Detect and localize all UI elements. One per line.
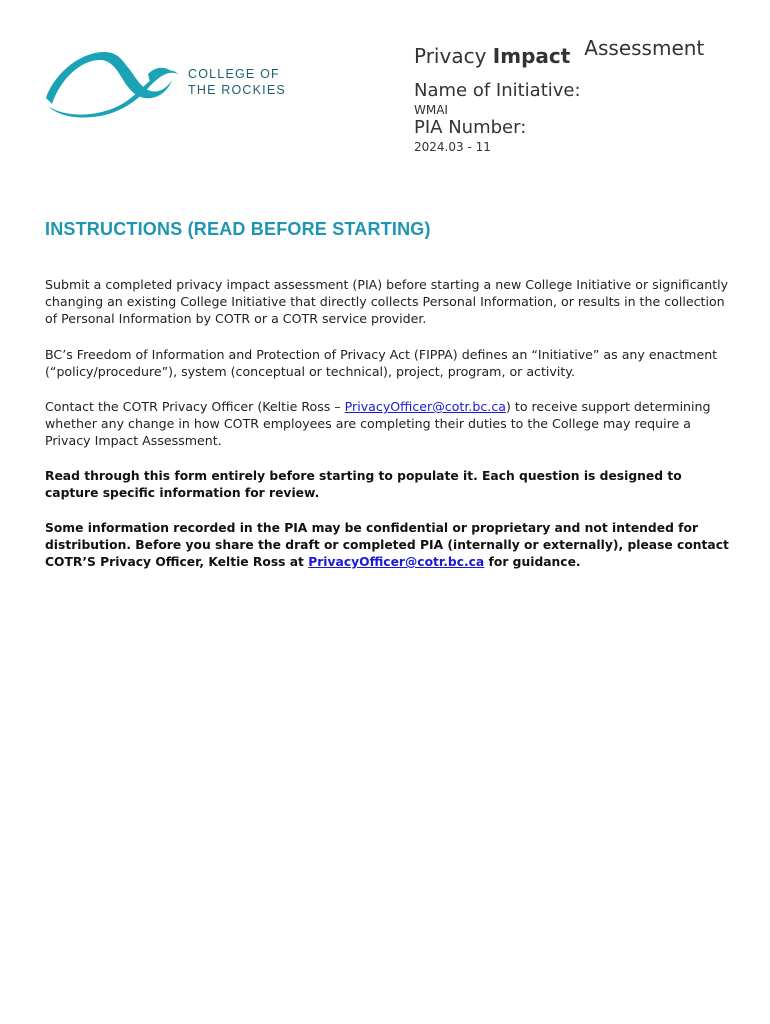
page-title [414, 36, 705, 68]
title-bold: Impact [492, 44, 571, 68]
logo-wordmark [188, 66, 286, 98]
instructions-paragraph-1: Submit a completed privacy impact assessment (PIA) before starting a new College Initiative or significantly changing an existing College Initiative that directly collects Personal Information, or results in the collection of Personal Information by COTR or a COTR service provider. [45, 277, 729, 326]
logo-line-1: COLLEGE OF [188, 67, 280, 81]
initiative-label: Name of Initiative: [414, 80, 581, 101]
title-regular: Privacy [414, 44, 487, 68]
initiative-value: WMAI [414, 103, 448, 117]
b2-text-after: for guidance. [484, 555, 581, 569]
title-rest: Assessment [584, 36, 705, 60]
p3-text-after: ) to receive support determining whether any change in how COTR employees are completing their duties to the College may require a Privacy Impact Assessment. [45, 399, 711, 448]
instructions-heading: INSTRUCTIONS (READ BEFORE STARTING) [45, 219, 431, 239]
pia-number-value: 2024.03 - 11 [414, 140, 491, 154]
privacy-officer-email-link-2[interactable]: PrivacyOfficer@cotr.bc.ca [308, 555, 485, 569]
pia-number-label: PIA Number: [414, 117, 527, 138]
instructions-bold-1: Read through this form entirely before starting to populate it. Each question is designed to capture specific information for review. [45, 469, 682, 500]
college-logo [44, 46, 294, 118]
instructions-bold-2 [45, 520, 735, 571]
logo-line-2: THE ROCKIES [188, 83, 286, 97]
b2-text-before: Some information recorded in the PIA may be confidential or proprietary and not intended for distribution. Before you share the draft or completed PIA (internally or externally), please contact COTR’S Privacy Officer, Keltie Ross at [45, 521, 729, 569]
p3-text-before: Contact the COTR Privacy Officer (Keltie Ross – [45, 399, 345, 414]
mountain-logo-icon [44, 46, 184, 118]
instructions-paragraph-3 [45, 398, 735, 449]
instructions-paragraph-2: BC’s Freedom of Information and Protection of Privacy Act (FIPPA) defines an “Initiative” as any enactment (“policy/procedure”), system (conceptual or technical), project, program, or activity. [45, 347, 718, 379]
privacy-officer-email-link[interactable]: PrivacyOfficer@cotr.bc.ca [344, 399, 506, 414]
